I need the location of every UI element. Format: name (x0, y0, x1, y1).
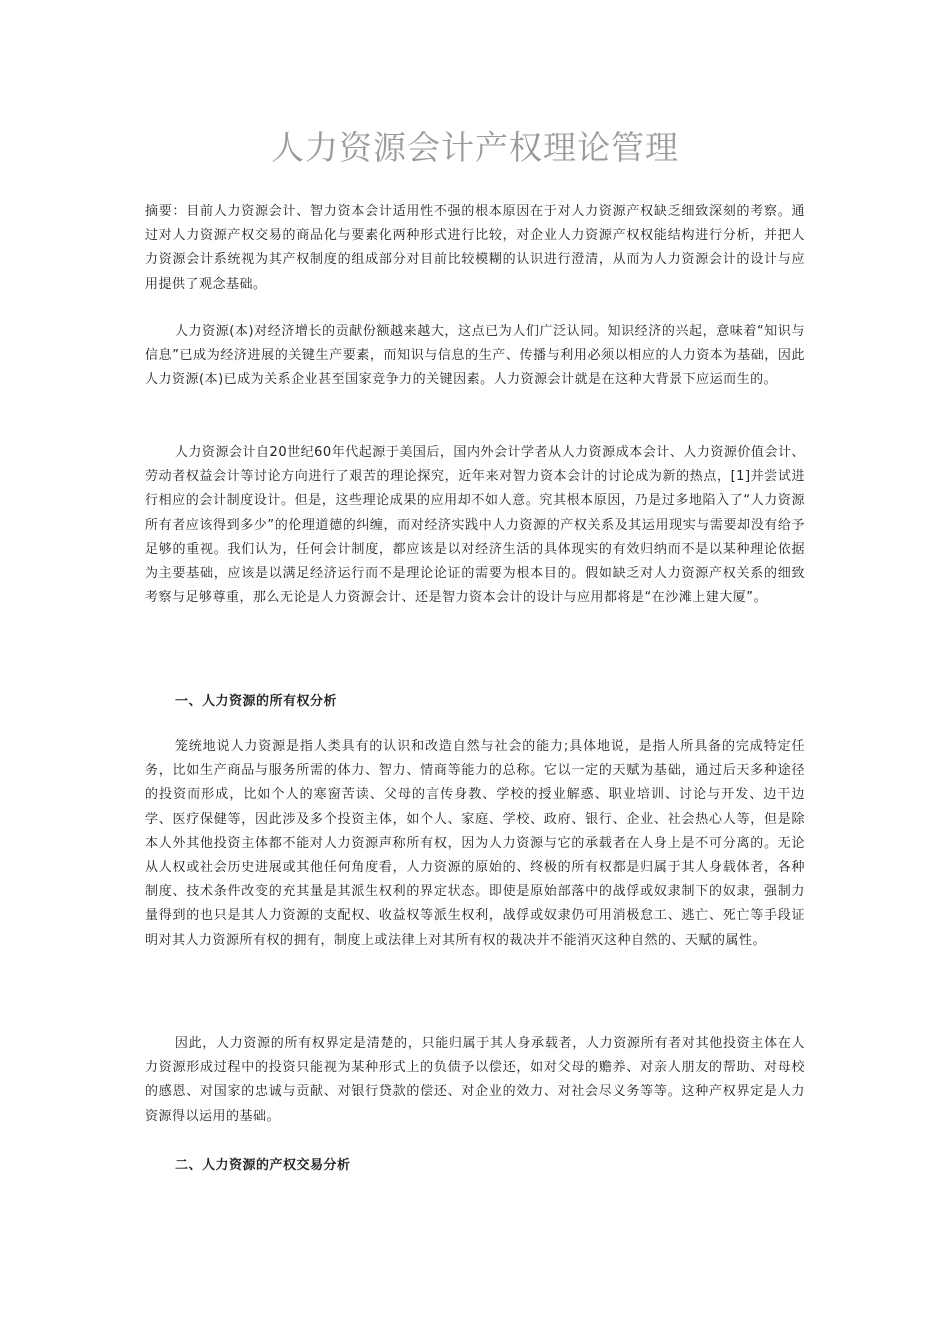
section-heading-transaction: 二、人力资源的产权交易分析 (175, 1158, 351, 1173)
document-title: 人力资源会计产权理论管理 (271, 128, 679, 167)
section1-paragraph-2: 因此，人力资源的所有权界定是清楚的，只能归属于其人身承载者，人力资源所有者对其他投资主体在人力资源形成过程中的投资只能视为某种形式上的负债予以偿还，如对父母的赡养、对亲人朋友的帮助、对母校的感恩、对国家的忠诚与贡献、对银行贷款的偿还、对企业的效力、对社会尽义务等等。这种产权界定是人力资源得以运用的基础。 (145, 1036, 805, 1124)
section1-paragraph-1: 笼统地说人力资源是指人类具有的认识和改造自然与社会的能力;具体地说，是指人所具备的完成特定任务，比如生产商品与服务所需的体力、智力、情商等能力的总称。它以一定的天赋为基础，通过后天多种途径的投资而形成，比如个人的寒窗苦读、父母的言传身教、学校的授业解惑、职业培训、讨论与开发、边干边学、医疗保健等，因此涉及多个投资主体，如个人、家庭、学校、政府、银行、企业、社会热心人等，但是除本人外其他投资主体都不能对人力资源声称所有权，因为人力资源与它的承载者在人身上是不可分离的。无论从人权或社会历史进展或其他任何角度看，人力资源的原始的、终极的所有权都是归属于其人身载体者，各种制度、技术条件改变的充其量是其派生权利的界定状态。即使是原始部落中的战俘或奴隶制下的奴隶，强制力量得到的也只是其人力资源的支配权、收益权等派生权利，战俘或奴隶仍可用消极怠工、逃亡、死亡等手段证明对其人力资源所有权的拥有，制度上或法律上对其所有权的裁决并不能消灭这种自然的、天赋的属性。 (145, 739, 805, 948)
intro-paragraph-1: 人力资源(本)对经济增长的贡献份额越来越大，这点已为人们广泛认同。知识经济的兴起，意味着“知识与信息”已成为经济进展的关键生产要素，而知识与信息的生产、传播与利用必须以相应的人力资本为基础，因此人力资源(本)已成为关系企业甚至国家竞争力的关键因素。人力资源会计就是在这种大背景下应运而生的。 (145, 324, 805, 388)
abstract-paragraph: 摘要：目前人力资源会计、智力资本会计适用性不强的根本原因在于对人力资源产权缺乏细致深刻的考察。通过对人力资源产权交易的商品化与要素化两种形式进行比较，对企业人力资源产权权能结构进行分析，并把人力资源会计系统视为其产权制度的组成部分对目前比较模糊的认识进行澄清，从而为人力资源会计的设计与应用提供了观念基础。 (145, 204, 805, 292)
intro-paragraph-2: 人力资源会计自20世纪60年代起源于美国后，国内外会计学者从人力资源成本会计、人力资源价值会计、劳动者权益会计等讨论方向进行了艰苦的理论探究，近年来对智力资本会计的讨论成为新的热点，[1]并尝试进行相应的会计制度设计。但是，这些理论成果的应用却不如人意。究其根本原因，乃是过多地陷入了“人力资源所有者应该得到多少”的伦理道德的纠缠，而对经济实践中人力资源的产权关系及其运用现实与需要却没有给予足够的重视。我们认为，任何会计制度，都应该是以对经济生活的具体现实的有效归纳而不是以某种理论依据为主要基础，应该是以满足经济运行而不是理论论证的需要为根本目的。假如缺乏对人力资源产权关系的细致考察与足够尊重，那么无论是人力资源会计、还是智力资本会计的设计与应用都将是“在沙滩上建大厦”。 (145, 445, 805, 606)
section-heading-ownership: 一、人力资源的所有权分析 (175, 694, 338, 709)
